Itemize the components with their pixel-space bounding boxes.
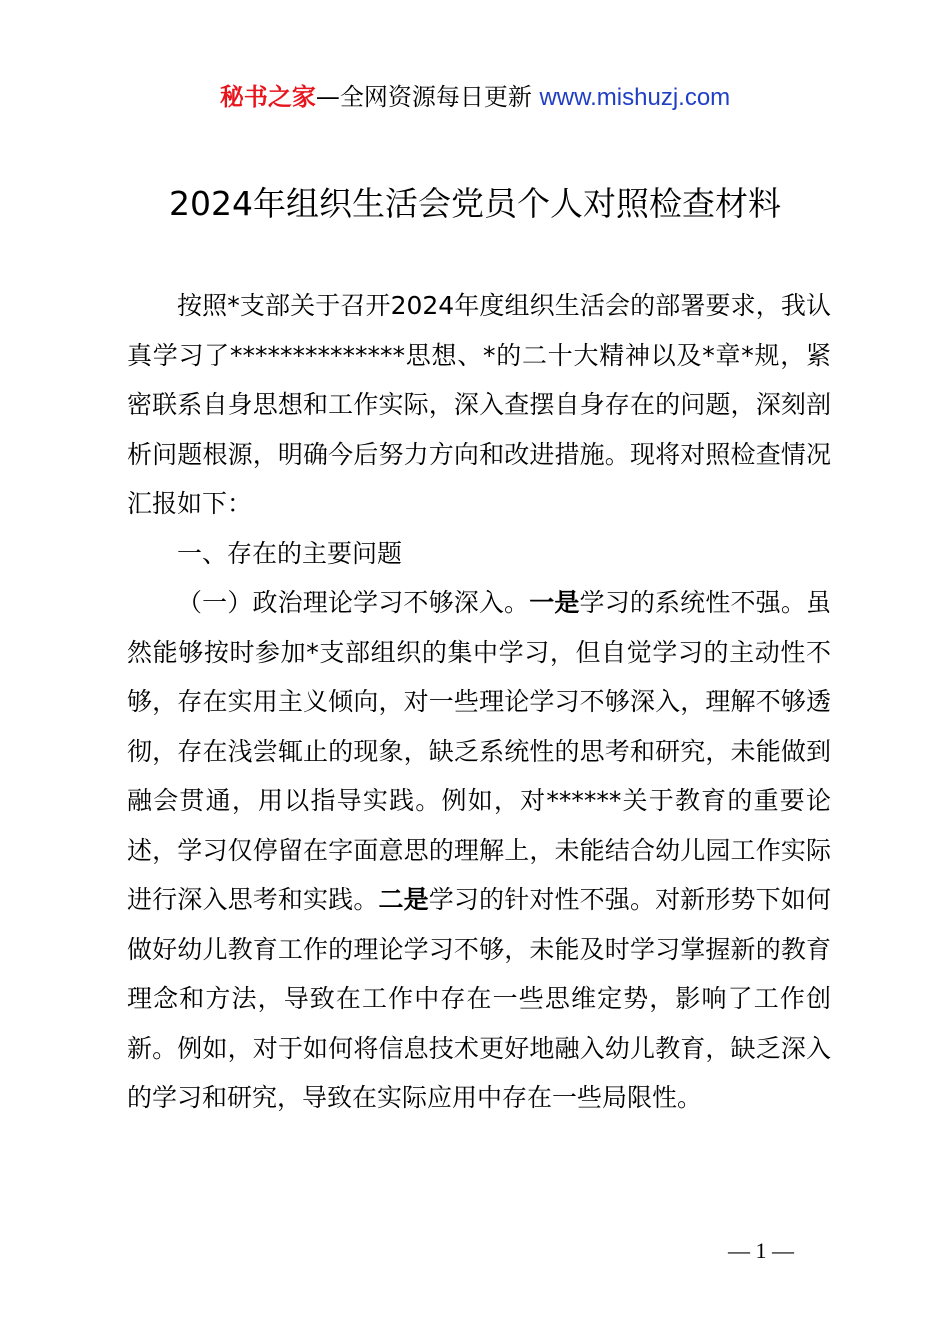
header-slogan: —全网资源每日更新 (315, 83, 540, 111)
subsection-paragraph (127, 578, 831, 1123)
site-url-link[interactable]: www.mishuzj.com (539, 84, 731, 111)
subsection-heading: （一）政治理论学习不够深入。 (177, 588, 530, 617)
point-lead-first: 一是 (529, 588, 580, 617)
point-text-first: 学习的系统性不强。虽然能够按时参加*支部组织的集中学习，但自觉学习的主动性不够，存在实用主义倾向，对一些理论学习不够深入，理解不够透彻，存在浅尝辄止的现象，缺乏系统性的思考和研究，未能做到融会贯通，用以指导实践。例如，对******关于教育的重要论述，学习仅停留在字面意思的理解上，未能结合幼儿园工作实际进行深入思考和实践。 (127, 588, 831, 914)
section-heading: 一、存在的主要问题 (177, 538, 403, 568)
intro-paragraph: 按照*支部关于召开2024年度组织生活会的部署要求，我认真学习了**************思想、*的二十大精神以及*章*规，紧密联系自身思想和工作实际，深入查摆自身存在的问题，深刻剖析问题根源，明确今后努力方向和改进措施。现将对照检查情况汇报如下： (127, 291, 831, 518)
brand-name: 秘书之家 (219, 83, 316, 111)
point-lead-second: 二是 (378, 885, 429, 914)
document-title: 2024年组织生活会党员个人对照检查材料 (169, 184, 781, 223)
document-body (127, 281, 831, 1123)
site-header (0, 80, 950, 115)
point-text-second: 学习的针对性不强。对新形势下如何做好幼儿教育工作的理论学习不够，未能及时学习掌握新的教育理念和方法，导致在工作中存在一些思维定势，影响了工作创新。例如，对于如何将信息技术更好地融入幼儿教育，缺乏深入的学习和研究，导致在实际应用中存在一些局限性。 (127, 885, 831, 1112)
page-number: — 1 — (728, 1238, 794, 1263)
